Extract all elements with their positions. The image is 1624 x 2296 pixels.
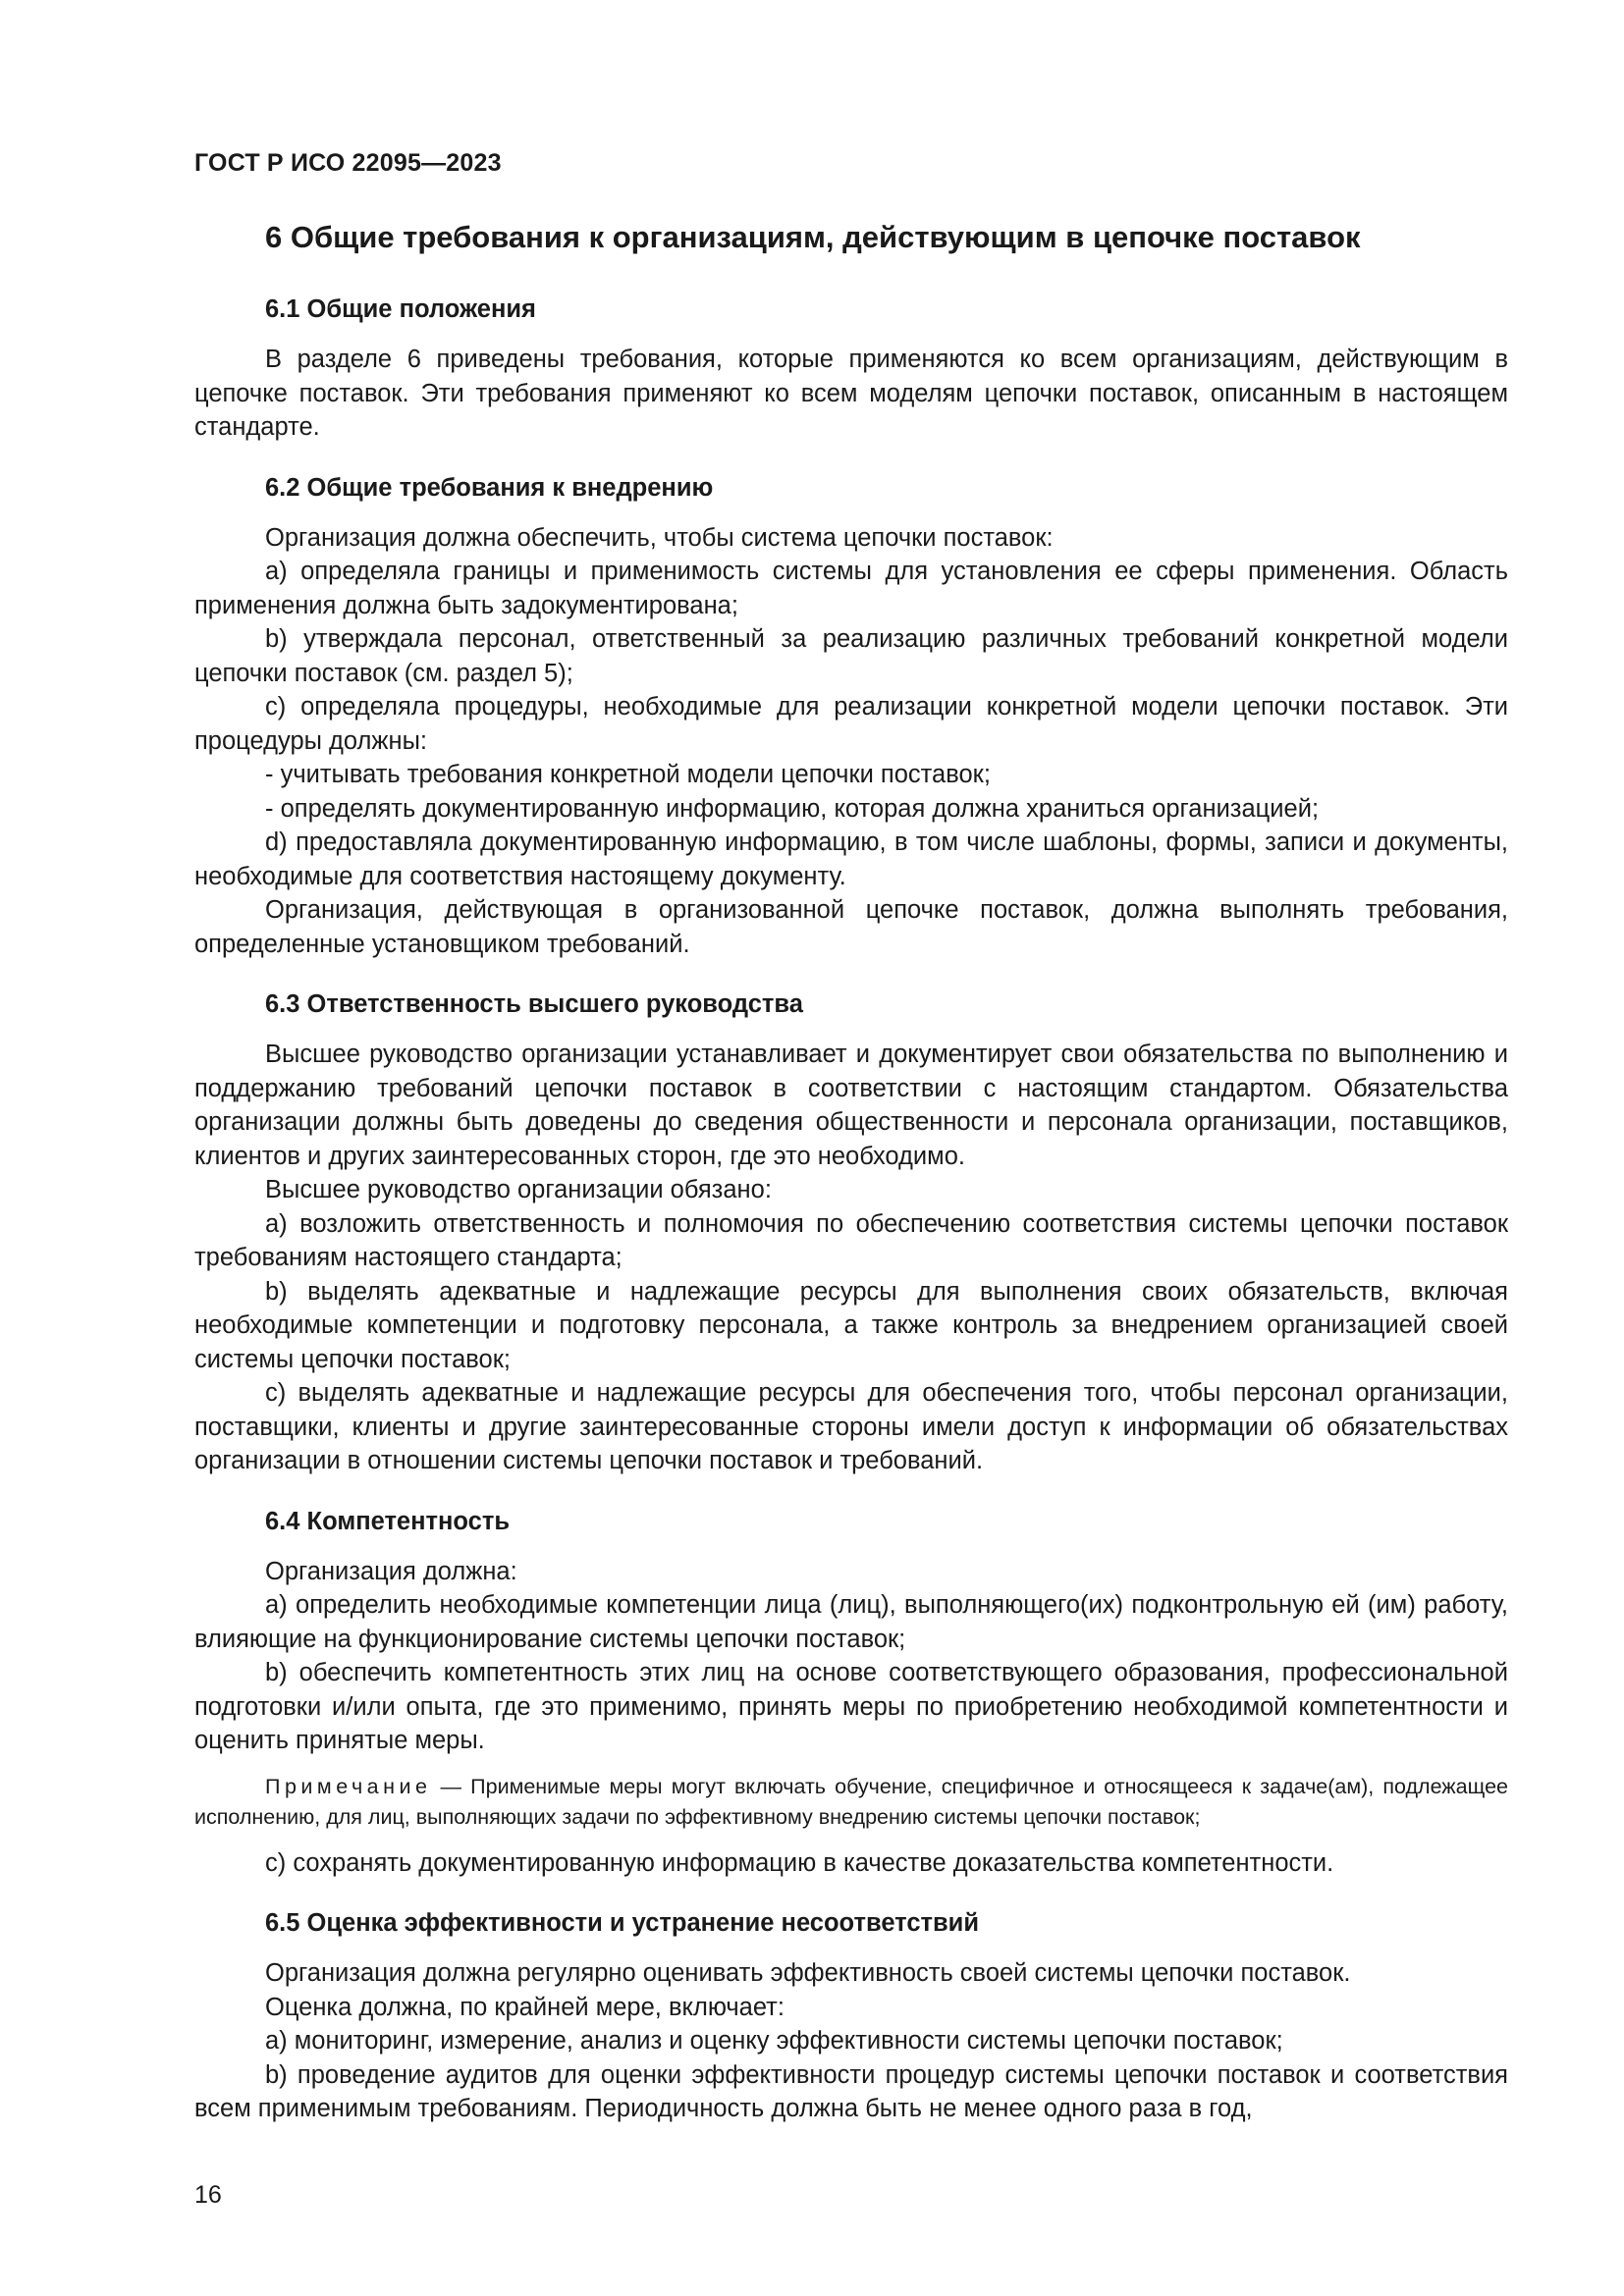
paragraph: Высшее руководство организации устанавливает и документирует свои обязательства по выполнению и поддержанию требований цепочки поставок в соответствии с настоящим стандартом. Обязательства организации должны быть доведены до сведения общественности и персонала организации, поставщиков, клиентов и других заинтересованных сторон, где это необходимо.	[194, 1041, 1508, 1170]
note-text: — Применимые меры могут включать обучение, специфичное и относящееся к задаче(ам), подлежащее исполнению, для лиц, выполняющих задачи по эффективному внедрению системы цепочки поставок;	[194, 1774, 1508, 1829]
page-number: 16	[194, 2181, 222, 2209]
paragraph: Организация должна обеспечить, чтобы система цепочки поставок:	[265, 523, 1054, 552]
list-item: c) сохранять документированную информацию в качестве доказательства компетентности.	[265, 1848, 1334, 1877]
paragraph: Высшее руководство организации обязано:	[265, 1176, 772, 1203]
paragraph: Организация, действующая в организованной цепочке поставок, должна выполнять требования, определенные установщиком требований.	[194, 896, 1508, 958]
subsection-heading-6-4: 6.4 Компетентность	[265, 1507, 510, 1535]
list-item: b) проведение аудитов для оценки эффективности процедур системы цепочки поставок и соответствия всем применимым требованиям. Периодичность должна быть не менее одного раза в год,	[194, 2060, 1508, 2122]
list-item: a) мониторинг, измерение, анализ и оценку эффективности системы цепочки поставок;	[265, 2027, 1283, 2055]
paragraph: Организация должна регулярно оценивать эффективность своей системы цепочки поставок.	[265, 1959, 1351, 1987]
note	[194, 1772, 1508, 1833]
paragraph: В разделе 6 приведены требования, которые применяются ко всем организациям, действующим в цепочке поставок. Эти требования применяют ко всем моделям цепочки поставок, описанным в настоящем стандарте.	[194, 346, 1508, 441]
list-item: a) возложить ответственность и полномочия по обеспечению соответствия системы цепочки поставок требованиям настоящего стандарта;	[194, 1209, 1508, 1271]
paragraph: Оценка должна, по крайней мере, включает:	[265, 1993, 785, 2021]
paragraph: Организация должна:	[265, 1557, 517, 1585]
page-content	[194, 218, 1508, 2126]
list-item: d) предоставляла документированную информацию, в том числе шаблоны, формы, записи и документы, необходимые для соответствия настоящему документу.	[194, 828, 1508, 890]
section-heading: 6 Общие требования к организациям, действующим в цепочке поставок	[265, 220, 1361, 254]
document-code: ГОСТ Р ИСО 22095—2023	[194, 149, 502, 177]
list-item: b) утверждала персонал, ответственный за реализацию различных требований конкретной модели цепочки поставок (см. раздел 5);	[194, 625, 1508, 687]
list-item: b) выделять адекватные и надлежащие ресурсы для выполнения своих обязательств, включая необходимые компетенции и подготовку персонала, а также контроль за внедрением организацией своей системы цепочки поставок;	[194, 1277, 1508, 1373]
subsection-heading-6-2: 6.2 Общие требования к внедрению	[265, 473, 714, 502]
list-item: b) обеспечить компетентность этих лиц на основе соответствующего образования, профессиональной подготовки и/или опыта, где это применимо, принять меры по приобретению необходимой компетентности и оценить принятые меры.	[194, 1659, 1508, 1754]
note-label: Примечание	[265, 1774, 432, 1798]
subsection-heading-6-3: 6.3 Ответственность высшего руководства	[265, 990, 803, 1018]
list-item: a) определяла границы и применимость системы для установления ее сферы применения. Область применения должна быть задокументирована;	[194, 558, 1508, 619]
list-item: c) определяла процедуры, необходимые для реализации конкретной модели цепочки поставок. Эти процедуры должны:	[194, 693, 1508, 755]
list-item: a) определить необходимые компетенции лица (лиц), выполняющего(их) подконтрольную ей (им) работу, влияющие на функционирование системы цепочки поставок;	[194, 1591, 1508, 1653]
list-item: c) выделять адекватные и надлежащие ресурсы для обеспечения того, чтобы персонал организации, поставщики, клиенты и другие заинтересованные стороны имели доступ к информации об обязательствах организации в отношении системы цепочки поставок и требований.	[194, 1379, 1508, 1474]
subsection-heading-6-1: 6.1 Общие положения	[265, 295, 536, 323]
dash-item: - определять документированную информацию, которая должна храниться организацией;	[265, 794, 1320, 823]
subsection-heading-6-5: 6.5 Оценка эффективности и устранение несоответствий	[265, 1909, 980, 1937]
dash-item: - учитывать требования конкретной модели цепочки поставок;	[265, 761, 991, 788]
